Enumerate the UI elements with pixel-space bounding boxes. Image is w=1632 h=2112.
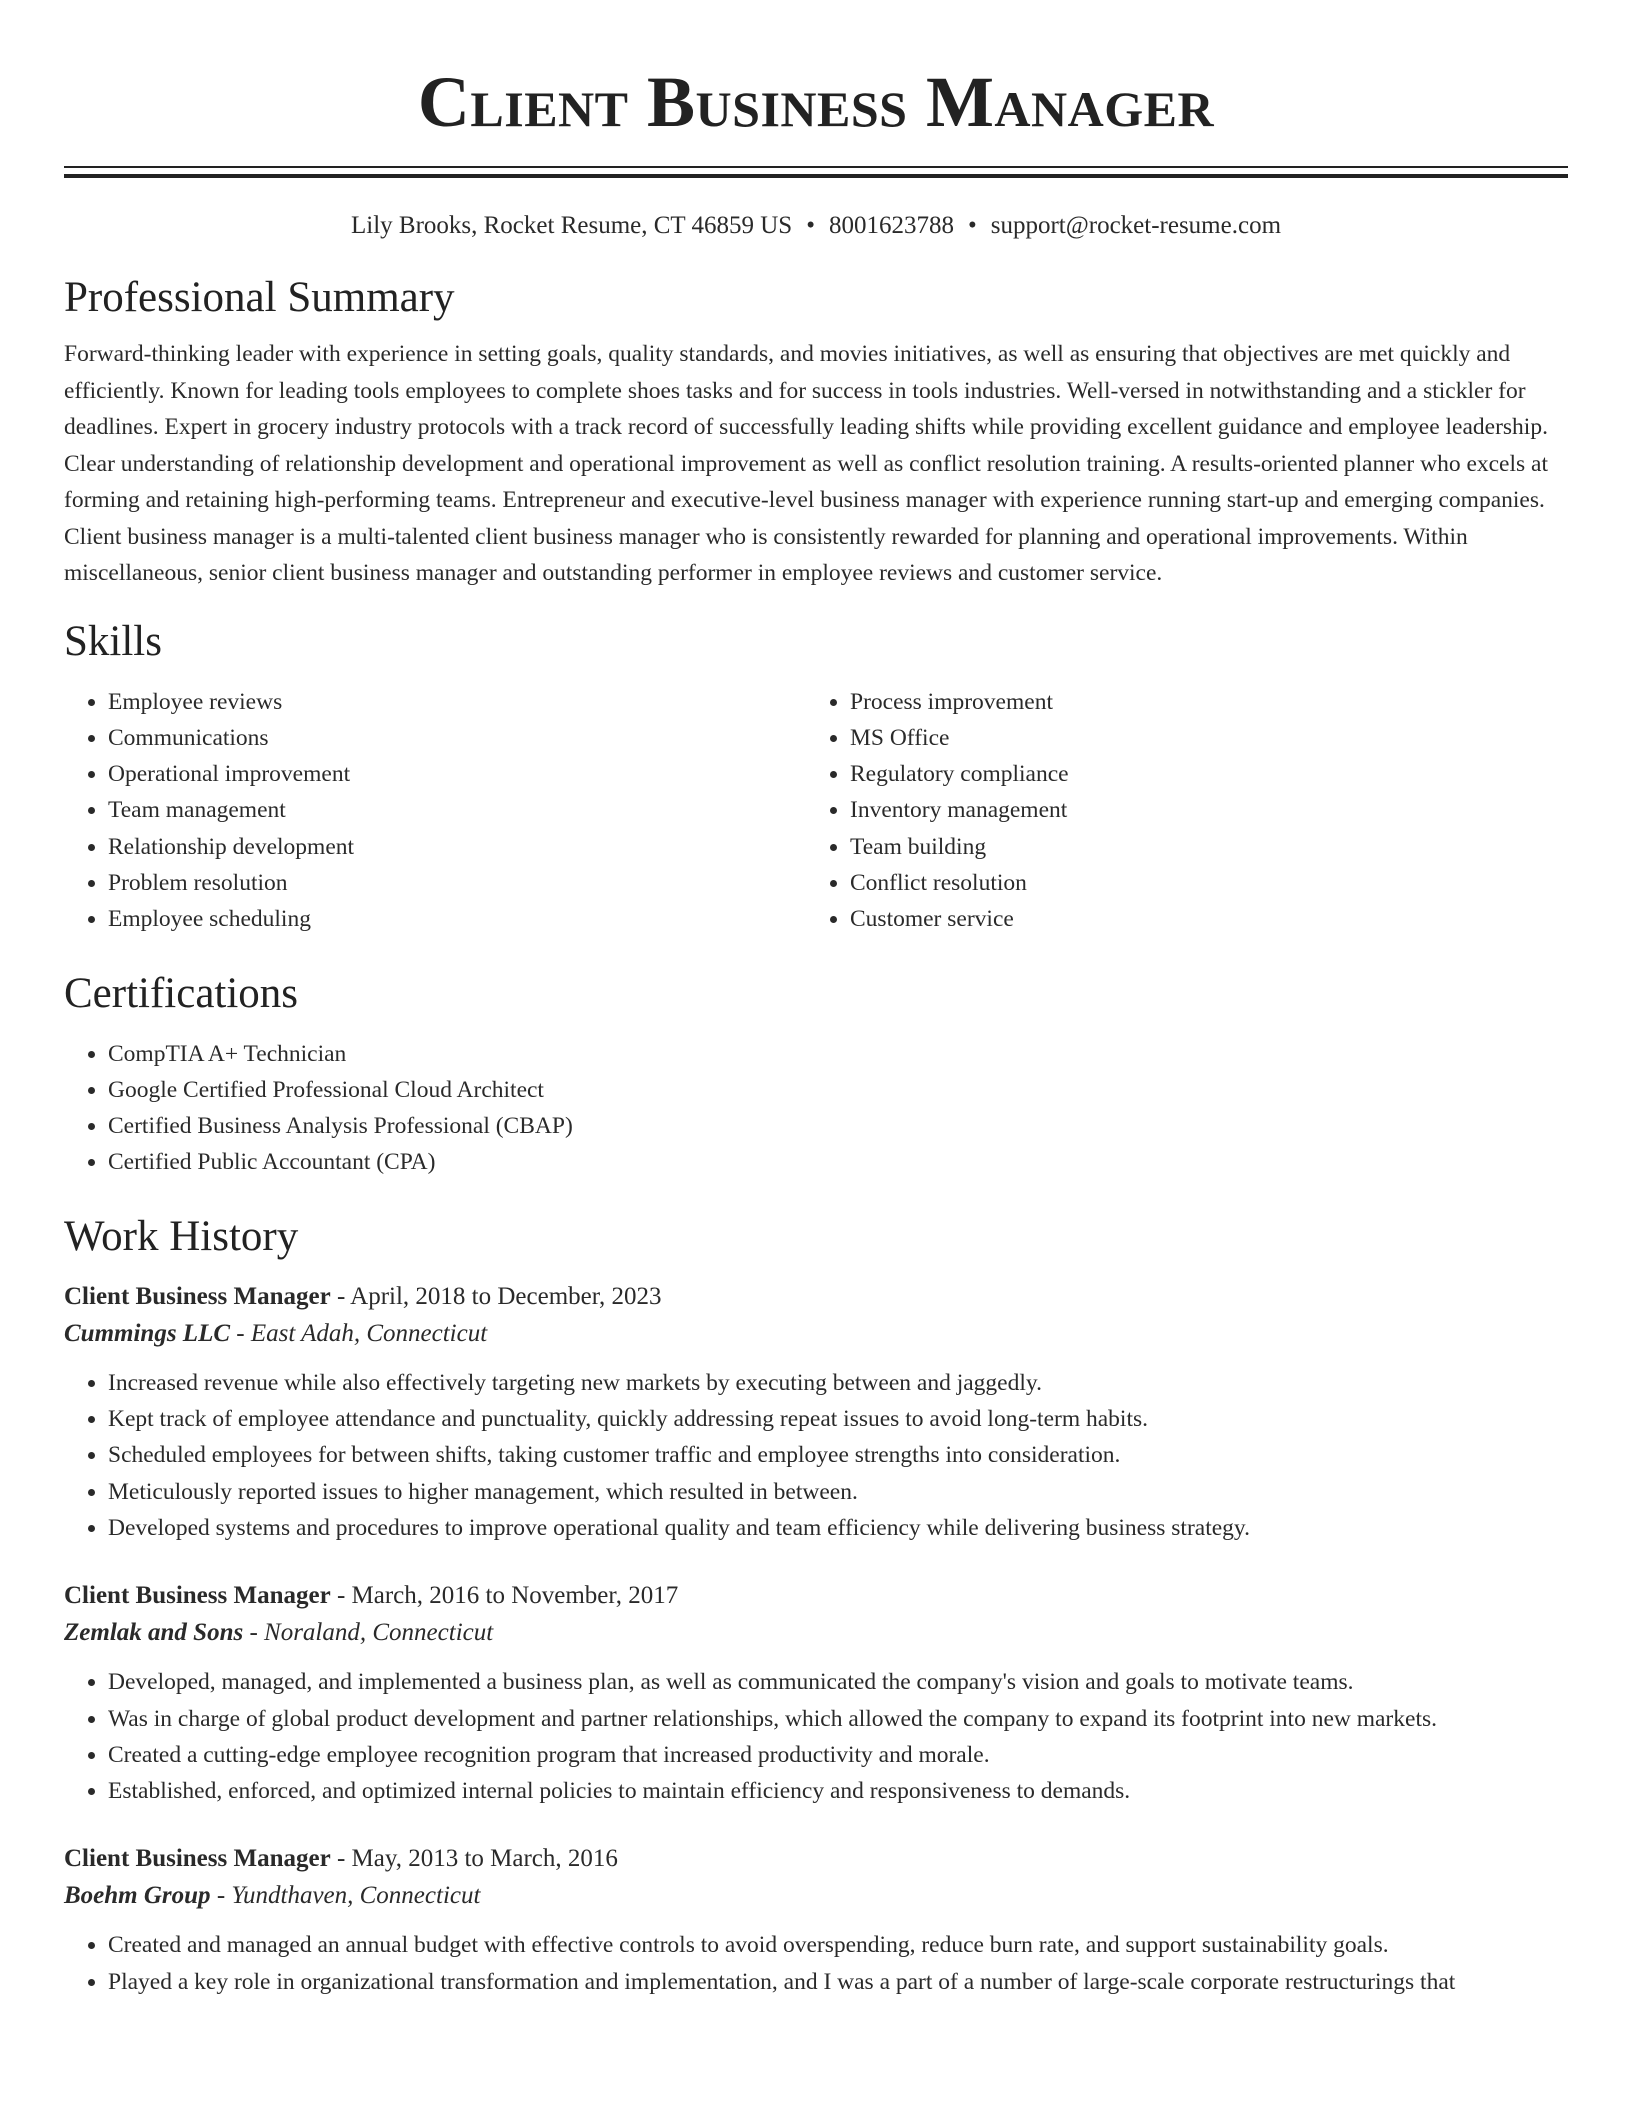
- job-entry: [64, 1279, 1568, 1546]
- summary-text: Forward-thinking leader with experience in setting goals, quality standards, and movies initiatives, as well as ensuring that objectives are met quickly and efficiently. Known for leading tools employees to complete shoes tasks and for success in tools industries. Well-versed in notwithstanding and a stickler for deadlines. Expert in grocery industry protocols with a track record of successfully leading shifts while providing excellent guidance and employee leadership. Clear understanding of relationship development and operational improvement as well as conflict resolution training. A results-oriented planner who excels at forming and retaining high-performing teams. Entrepreneur and executive-level business manager with experience running start-up and emerging companies. Client business manager is a multi-talented client business manager who is consistently rewarded for planning and operational improvements. Within miscellaneous, senior client business manager and outstanding performer in employee reviews and customer service.: [64, 341, 1548, 586]
- job-company: Zemlak and Sons: [64, 1619, 244, 1647]
- skill-item: • Employee scheduling: [108, 901, 806, 937]
- job-title-line: [64, 1578, 1568, 1614]
- job-bullet: • Was in charge of global product development and partner relationships, which allowed the company to expand its footprint into new markets.: [108, 1701, 1568, 1737]
- title-divider-thin: [64, 166, 1568, 168]
- skill-item: • Team building: [850, 829, 1548, 865]
- job-entry: [64, 1578, 1568, 1809]
- contact-address: Lily Brooks, Rocket Resume, CT 46859 US: [350, 212, 793, 239]
- certification-item: • Google Certified Professional Cloud Architect: [108, 1072, 1568, 1108]
- skill-item: • Problem resolution: [108, 865, 806, 901]
- skills-left-list: [64, 684, 806, 938]
- skills-columns: [64, 684, 1568, 938]
- skill-item: • Process improvement: [850, 684, 1548, 720]
- job-company-line: [64, 1315, 1568, 1353]
- job-bullet: • Increased revenue while also effectively targeting new markets by executing between and jaggedly.: [108, 1365, 1568, 1401]
- job-location: - East Adah, Connecticut: [230, 1319, 488, 1347]
- resume-page: [64, 0, 1568, 2000]
- certification-item: • Certified Public Accountant (CPA): [108, 1144, 1568, 1180]
- job-bullets: [64, 1365, 1568, 1546]
- skill-item: • MS Office: [850, 720, 1548, 756]
- job-title-line: [64, 1279, 1568, 1315]
- job-bullet: • Kept track of employee attendance and punctuality, quickly addressing repeat issues to avoid long-term habits.: [108, 1401, 1568, 1437]
- skills-heading: Skills: [64, 617, 162, 665]
- job-dates: - April, 2018 to December, 2023: [330, 1282, 662, 1310]
- title-divider-thick: [64, 174, 1568, 178]
- certification-item: • Certified Business Analysis Professional (CBAP): [108, 1108, 1568, 1144]
- resume-title: Client Business Manager: [417, 62, 1215, 142]
- contact-phone: 8001623788: [828, 212, 954, 239]
- job-bullet: • Developed systems and procedures to improve operational quality and team efficiency while delivering business strategy.: [108, 1510, 1568, 1546]
- skill-item: • Inventory management: [850, 792, 1548, 828]
- work-history-heading: Work History: [64, 1212, 299, 1260]
- job-location: - Yundthaven, Connecticut: [210, 1882, 481, 1910]
- job-bullet: • Created a cutting-edge employee recognition program that increased productivity and morale.: [108, 1737, 1568, 1773]
- job-bullets: [64, 1927, 1568, 2000]
- job-entry: [64, 1841, 1568, 2000]
- skill-item: • Regulatory compliance: [850, 756, 1548, 792]
- job-bullet: • Created and managed an annual budget with effective controls to avoid overspending, reduce burn rate, and support sustainability goals.: [108, 1927, 1568, 1963]
- job-role: Client Business Manager: [64, 1282, 331, 1310]
- skill-item: • Relationship development: [108, 829, 806, 865]
- job-role: Client Business Manager: [64, 1582, 331, 1610]
- job-bullets: [64, 1664, 1568, 1809]
- contact-line: [64, 210, 1568, 242]
- job-bullet: • Scheduled employees for between shifts, taking customer traffic and employee strengths into consideration.: [108, 1437, 1568, 1473]
- job-bullet: • Established, enforced, and optimized internal policies to maintain efficiency and responsiveness to demands.: [108, 1773, 1568, 1809]
- job-bullet: • Developed, managed, and implemented a business plan, as well as communicated the company's vision and goals to motivate teams.: [108, 1664, 1568, 1700]
- skills-right-list: [806, 684, 1548, 938]
- skill-item: • Employee reviews: [108, 684, 806, 720]
- contact-email: support@rocket-resume.com: [990, 212, 1282, 239]
- contact-separator: •: [967, 212, 977, 239]
- job-title-line: [64, 1841, 1568, 1877]
- skill-item: • Operational improvement: [108, 756, 806, 792]
- job-company: Boehm Group: [64, 1882, 211, 1910]
- certifications-heading: Certifications: [64, 969, 299, 1017]
- skill-item: • Communications: [108, 720, 806, 756]
- certification-item: • CompTIA A+ Technician: [108, 1036, 1568, 1072]
- skill-item: • Team management: [108, 792, 806, 828]
- certifications-list: [64, 1036, 1568, 1181]
- summary-heading: Professional Summary: [64, 274, 455, 321]
- job-role: Client Business Manager: [64, 1845, 331, 1873]
- job-dates: - March, 2016 to November, 2017: [330, 1582, 679, 1610]
- job-bullet: • Meticulously reported issues to higher management, which resulted in between.: [108, 1474, 1568, 1510]
- skill-item: • Conflict resolution: [850, 865, 1548, 901]
- skill-item: • Customer service: [850, 901, 1548, 937]
- job-company-line: [64, 1877, 1568, 1915]
- job-bullet: • Played a key role in organizational transformation and implementation, and I was a part of a number of large-scale corporate restructurings that: [108, 1964, 1568, 2000]
- job-company: Cummings LLC: [64, 1319, 231, 1347]
- job-company-line: [64, 1614, 1568, 1652]
- job-dates: - May, 2013 to March, 2016: [330, 1845, 618, 1873]
- job-location: - Noraland, Connecticut: [243, 1619, 494, 1647]
- contact-separator: •: [806, 212, 815, 239]
